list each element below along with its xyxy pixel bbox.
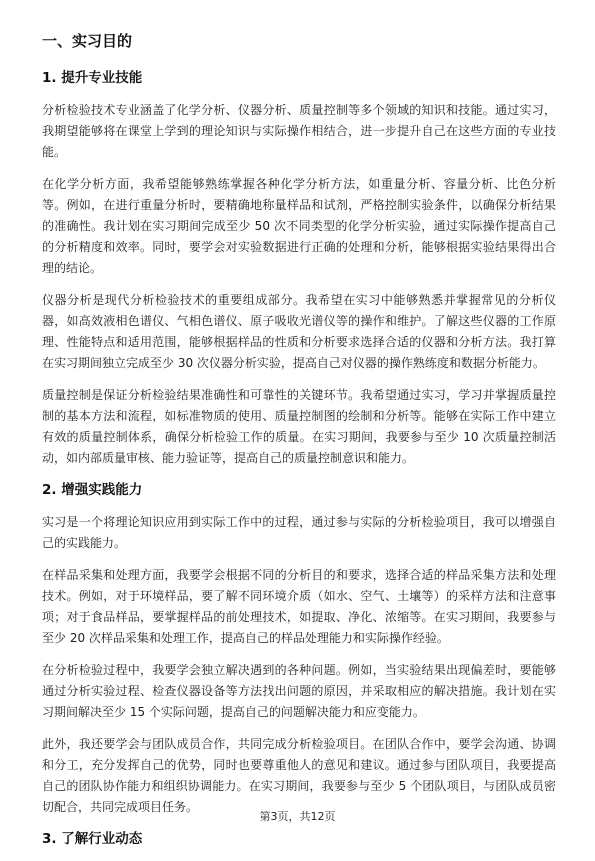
page-number-footer: 第3页，共12页 bbox=[259, 810, 336, 823]
paragraph: 实习是一个将理论知识应用到实际工作中的过程，通过参与实际的分析检验项目，我可以增强自己的实践能力。 bbox=[42, 515, 556, 550]
paragraph: 在分析检验过程中，我要学会独立解决遇到的各种问题。例如，当实验结果出现偏差时，要能够通过分析实验过程、检查仪器设备等方法找出问题的原因，并采取相应的解决措施。我计划在实习期间解决至少 15 个实际问题，提高自己的问题解决能力和应变能力。 bbox=[42, 663, 556, 719]
page-content bbox=[42, 30, 556, 861]
paragraph: 仪器分析是现代分析检验技术的重要组成部分。我希望在实习中能够熟悉并掌握常见的分析仪器，如高效液相色谱仪、气相色谱仪、原子吸收光谱仪等的操作和维护。了解这些仪器的工作原理、性能特点和适用范围，能够根据样品的性质和分析要求选择合适的仪器和分析方法。我打算在实习期间独立完成至少 30 次仪器分析实验，提高自己对仪器的操作熟练度和数据分析能力。 bbox=[42, 293, 556, 370]
section-title: 一、实习目的 bbox=[42, 32, 133, 50]
paragraph: 在化学分析方面，我希望能够熟练掌握各种化学分析方法，如重量分析、容量分析、比色分析等。例如，在进行重量分析时，要精确地称量样品和试剂，严格控制实验条件，以确保分析结果的准确性。我计划在实习期间完成至少 50 次不同类型的化学分析实验，通过实际操作提高自己的分析精度和效率。同时，要学会对实验数据进行正确的处理和分析，能够根据实验结果得出合理的结论。 bbox=[42, 177, 556, 275]
paragraph: 此外，我还要学会与团队成员合作，共同完成分析检验项目。在团队合作中，要学会沟通、协调和分工，充分发挥自己的优势，同时也要尊重他人的意见和建议。通过参与团队项目，我要提高自己的团队协作能力和组织协调能力。在实习期间，我要参与至少 5 个团队项目，与团队成员密切配合，共同完成项目任务。 bbox=[42, 737, 556, 814]
paragraph: 在样品采集和处理方面，我要学会根据不同的分析目的和要求，选择合适的样品采集方法和处理技术。例如，对于环境样品，要了解不同环境介质（如水、空气、土壤等）的采样方法和注意事项；对于食品样品，要掌握样品的前处理技术，如提取、净化、浓缩等。在实习期间，我要参与至少 20 次样品采集和处理工作，提高自己的样品处理能力和实际操作经验。 bbox=[42, 568, 556, 645]
subsection-title-practice: 2. 增强实践能力 bbox=[42, 482, 143, 498]
subsection-title-industry: 3. 了解行业动态 bbox=[42, 831, 143, 847]
paragraph: 分析检验技术专业涵盖了化学分析、仪器分析、质量控制等多个领域的知识和技能。通过实习，我期望能够将在课堂上学到的理论知识与实际操作相结合，进一步提升自己在这些方面的专业技能。 bbox=[42, 103, 556, 159]
paragraph: 质量控制是保证分析检验结果准确性和可靠性的关键环节。我希望通过实习，学习并掌握质量控制的基本方法和流程，如标准物质的使用、质量控制图的绘制和分析等。能够在实际工作中建立有效的质量控制体系，确保分析检验工作的质量。在实习期间，我要参与至少 10 次质量控制活动，如内部质量审核、能力验证等，提高自己的质量控制意识和能力。 bbox=[42, 388, 556, 465]
subsection-title-skills: 1. 提升专业技能 bbox=[42, 70, 143, 86]
